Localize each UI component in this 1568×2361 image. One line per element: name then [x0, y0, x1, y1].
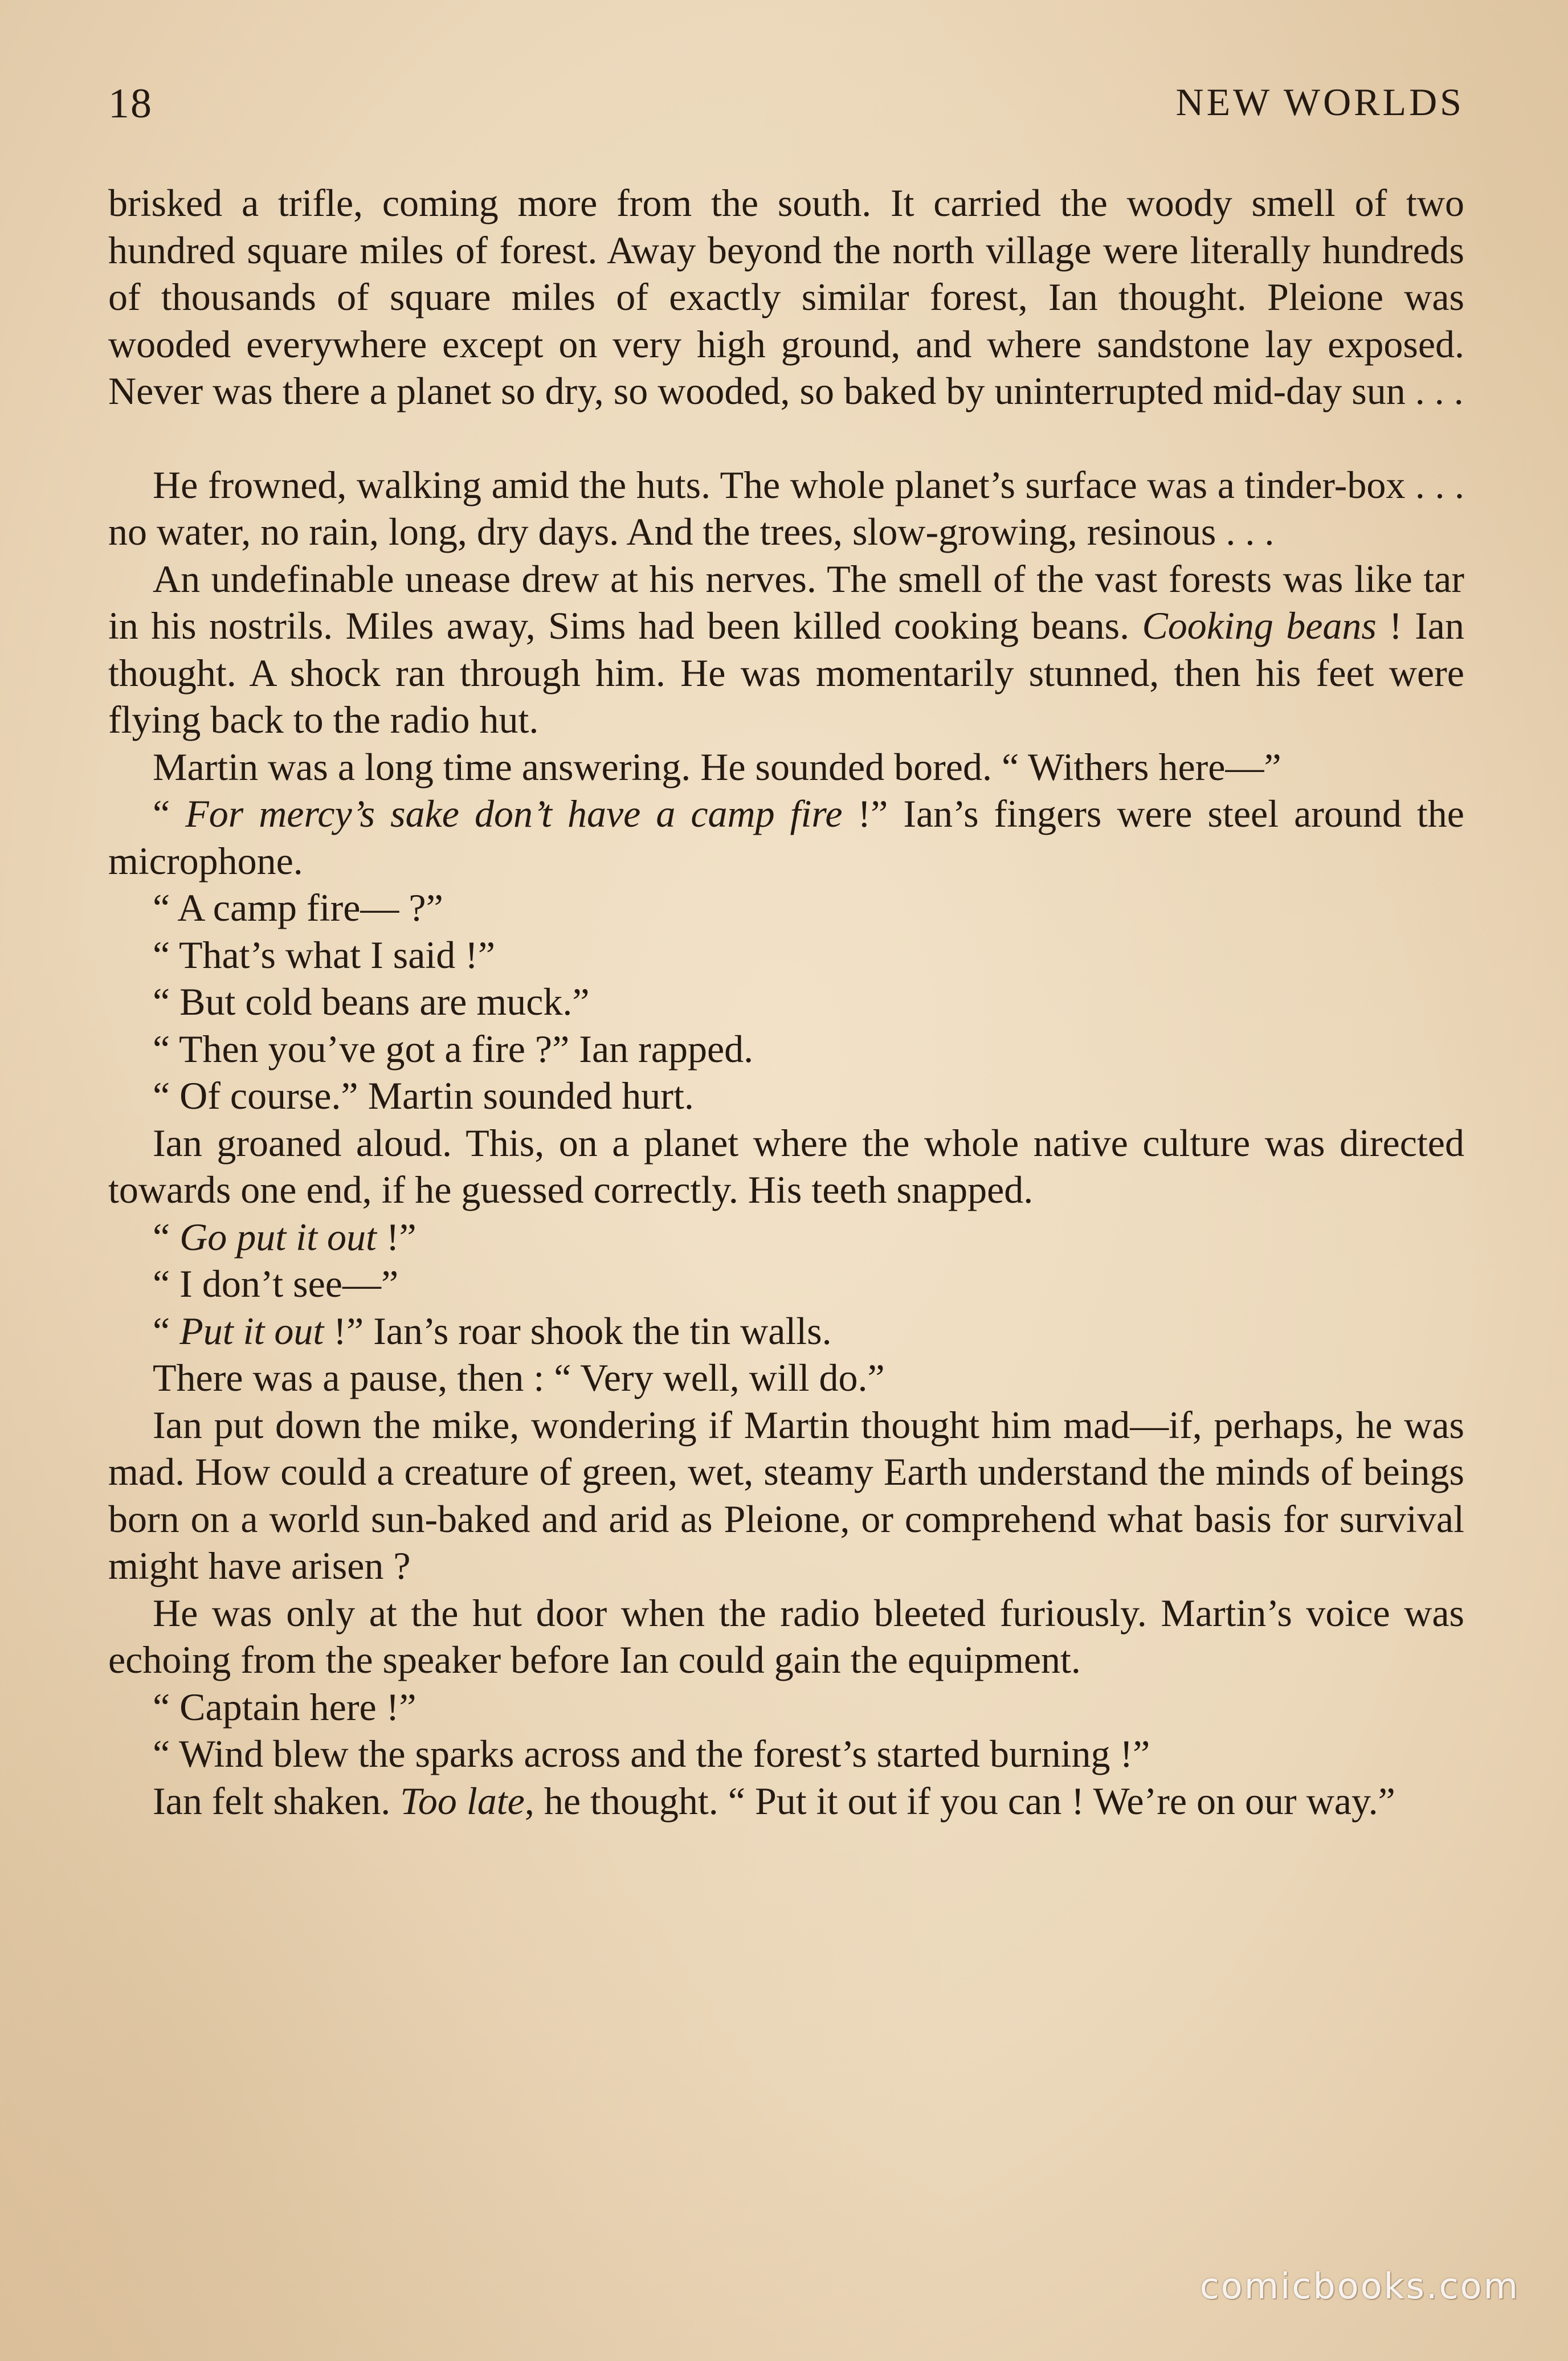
- paragraph: Ian groaned aloud. This, on a planet where the whole native culture was directed towards one end, if he guessed correctly. His teeth snapped.: [108, 1121, 1464, 1211]
- dialogue-line: “ A camp fire— ?”: [153, 886, 443, 929]
- dialogue-line: “ Put it out !” Ian’s roar shook the tin walls.: [153, 1309, 832, 1353]
- dialogue-line: “ Captain here !”: [153, 1685, 416, 1729]
- dialogue-line: “ Of course.” Martin sounded hurt.: [153, 1074, 694, 1117]
- dialogue-line: “ That’s what I said !”: [153, 933, 496, 977]
- paragraph: He was only at the hut door when the radio bleeted furiously. Martin’s voice was echoing from the speaker before Ian could gain the equipment.: [108, 1591, 1464, 1681]
- watermark: comicbooks.com: [1199, 2265, 1520, 2307]
- dialogue-line: “ Go put it out !”: [153, 1215, 416, 1259]
- paragraph: brisked a trifle, coming more from the south. It carried the woody smell of two hundred square miles of forest. Away beyond the north village were literally hundreds of thousands of square miles of exactly similar forest, Ian thought. Pleione was wooded everywhere except on very high ground, and where sandstone lay exposed. Never was there a planet so dry, so wooded, so baked by uninterrupted mid-day sun . . .: [108, 181, 1464, 412]
- page-number: 18: [108, 80, 153, 127]
- paragraph: There was a pause, then : “ Very well, will do.”: [153, 1356, 885, 1399]
- paragraph: He frowned, walking amid the huts. The whole planet’s surface was a tinder-box . . . no water, no rain, long, dry days. And the trees, slow-growing, resinous . . .: [108, 463, 1464, 553]
- paragraph: Martin was a long time answering. He sounded bored. “ Withers here—”: [153, 745, 1281, 789]
- paragraph: An undefinable unease drew at his nerves. The smell of the vast forests was like tar in his nostrils. Miles away, Sims had been killed cooking beans. Cooking beans ! Ian thought. A shock ran through him. He was momentarily stunned, then his feet were flying back to the radio hut.: [108, 557, 1464, 741]
- dialogue-line: “ Wind blew the sparks across and the forest’s started burning !”: [153, 1732, 1150, 1775]
- dialogue-line: “ For mercy’s sake don’t have a camp fire !” Ian’s fingers were steel around the microphone.: [108, 792, 1464, 883]
- dialogue-line: “ But cold beans are muck.”: [153, 980, 590, 1023]
- body-text: [108, 179, 1464, 1824]
- running-head: NEW WORLDS: [1175, 80, 1464, 124]
- paragraph: Ian put down the mike, wondering if Martin thought him mad—if, perhaps, he was mad. How could a creature of green, wet, steamy Earth understand the minds of beings born on a world sun-baked and arid as Pleione, or comprehend what basis for survival might have arisen ?: [108, 1403, 1464, 1587]
- dialogue-line: “ Then you’ve got a fire ?” Ian rapped.: [153, 1027, 754, 1071]
- page-header: [108, 80, 1464, 148]
- dialogue-line: “ I don’t see—”: [153, 1262, 399, 1305]
- paragraph: Ian felt shaken. Too late, he thought. “ Put it out if you can ! We’re on our way.”: [153, 1779, 1395, 1823]
